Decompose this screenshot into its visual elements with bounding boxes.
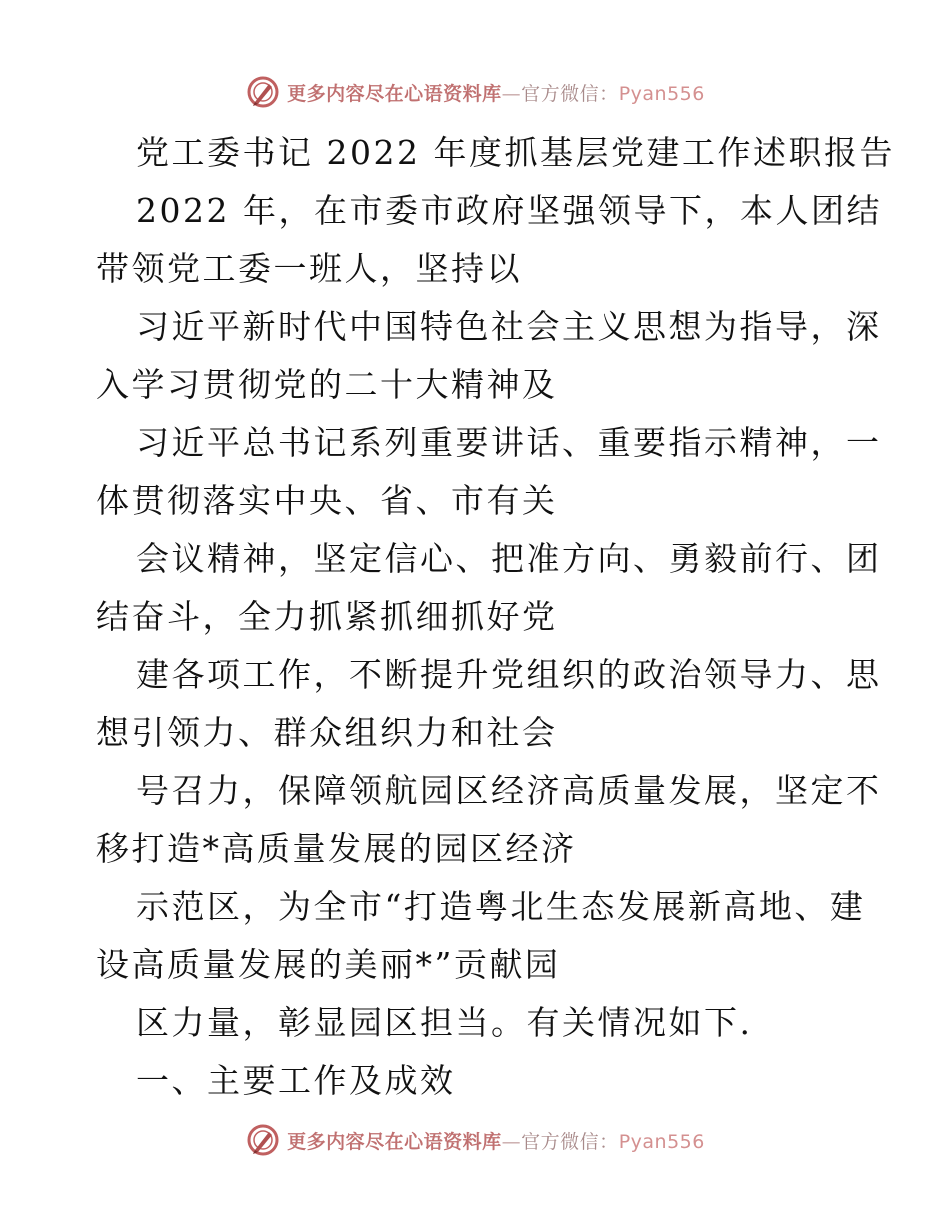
paragraph-line: 建各项工作，不断提升党组织的政治领导力、思 — [136, 655, 882, 694]
paragraph-line: 想引领力、群众组织力和社会 — [96, 713, 558, 752]
paragraph-line: 区力量，彰显园区担当。有关情况如下. — [136, 1003, 753, 1042]
paragraph-line: 体贯彻落实中央、省、市有关 — [96, 481, 558, 520]
watermark-handle: Pyan556 — [618, 82, 705, 105]
pen-circle-logo-icon — [245, 74, 281, 110]
watermark-separator: — — [501, 82, 522, 105]
document-body — [96, 124, 895, 1110]
paragraph-line: 设高质量发展的美丽*”贡献园 — [96, 945, 561, 984]
paragraph-line: 2022 年，在市委市政府坚强领导下，本人团结 — [136, 191, 882, 230]
watermark-brand: 更多内容尽在心语资料库 — [287, 82, 502, 105]
paragraph-line: 号召力，保障领航园区经济高质量发展，坚定不 — [136, 771, 882, 810]
pen-circle-logo-icon — [245, 1122, 281, 1158]
paragraph-line: 入学习贯彻党的二十大精神及 — [96, 365, 558, 404]
watermark-handle: Pyan556 — [618, 1130, 705, 1153]
paragraph-line: 示范区，为全市“打造粤北生态发展新高地、建 — [136, 887, 866, 926]
watermark-text — [287, 1127, 705, 1154]
document-title: 党工委书记 2022 年度抓基层党建工作述职报告 — [136, 133, 895, 172]
paragraph-line: 移打造*高质量发展的园区经济 — [96, 829, 577, 868]
paragraph-line: 习近平新时代中国特色社会主义思想为指导，深 — [136, 307, 882, 346]
watermark-text — [287, 79, 705, 106]
paragraph-line: 会议精神，坚定信心、把准方向、勇毅前行、团 — [136, 539, 882, 578]
section-heading: 一、主要工作及成效 — [136, 1061, 456, 1100]
paragraph-line: 带领党工委一班人，坚持以 — [96, 249, 522, 288]
watermark-label: 官方微信： — [521, 1130, 619, 1153]
watermark-separator: — — [501, 1130, 522, 1153]
watermark-banner-bottom — [0, 1120, 950, 1160]
watermark-brand: 更多内容尽在心语资料库 — [287, 1130, 502, 1153]
paragraph-line: 习近平总书记系列重要讲话、重要指示精神，一 — [136, 423, 882, 462]
watermark-banner-top — [0, 72, 950, 112]
watermark-label: 官方微信： — [521, 82, 619, 105]
paragraph-line: 结奋斗，全力抓紧抓细抓好党 — [96, 597, 558, 636]
